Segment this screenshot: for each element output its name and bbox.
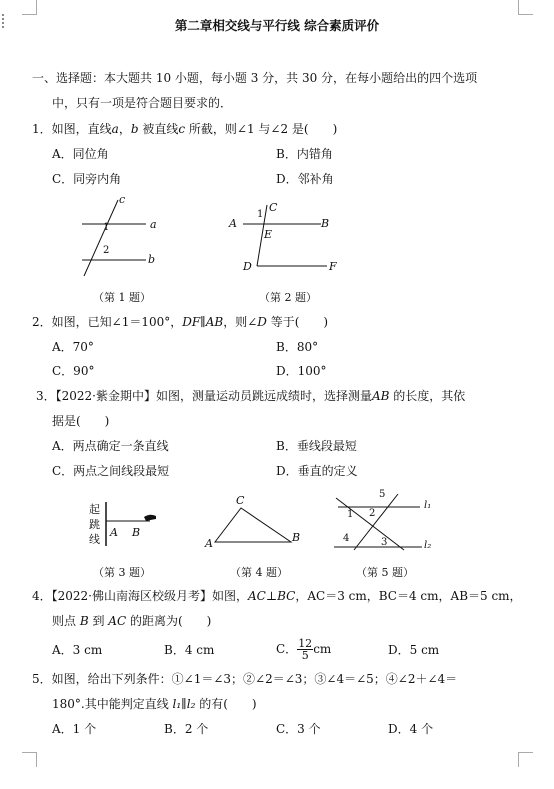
- fig5-label-4: 4: [343, 533, 350, 544]
- fig1-label-2: 2: [103, 245, 110, 256]
- fig4-label-b: B: [292, 531, 301, 544]
- q3-stem-line1: 3．【2022·紫金期中】如图，测量运动员跳远成绩时，选择测量AB 的长度，其依: [36, 389, 466, 403]
- fraction-twelve-fifths: $\frac{12}{5}$: [298, 637, 313, 662]
- fig4-label-c: C: [236, 494, 245, 507]
- fig5-label-3: 3: [381, 537, 388, 548]
- fig2-label-c: C: [269, 201, 278, 214]
- fig2-label-1: 1: [257, 209, 264, 220]
- figure-4: [205, 495, 305, 555]
- fig1-label-b: b: [148, 253, 156, 266]
- fig5-label-l2: l₂: [424, 540, 432, 551]
- q4-stem-line2: 则点 B 到 AC 的距离为( ): [52, 614, 212, 628]
- transversal-1: [354, 494, 398, 550]
- q2-stem: 2．如图，已知∠1＝100°，DF∥AB，则∠D 等于( ): [32, 315, 329, 329]
- figure-3: [100, 500, 165, 550]
- section-heading-line1: 一、选择题：本大题共 10 小题，每小题 3 分，共 30 分，在每小题给出的四个选项: [32, 71, 478, 85]
- fig4-caption: （第 4 题）: [230, 566, 288, 579]
- q3-option-d[interactable]: D．垂直的定义: [276, 464, 358, 478]
- q3-option-c[interactable]: C．两点之间线段最短: [52, 464, 170, 478]
- q5-option-b[interactable]: B．2 个: [164, 722, 209, 736]
- line-c: [84, 200, 118, 276]
- footprint-shape: [144, 515, 156, 521]
- fig2-label-f: F: [329, 260, 337, 273]
- page-title: 第二章相交线与平行线 综合素质评价: [174, 18, 380, 33]
- q1-option-c[interactable]: C．同旁内角: [52, 172, 122, 186]
- fig5-label-5: 5: [379, 489, 386, 500]
- q1-option-a[interactable]: A．同位角: [52, 147, 109, 161]
- fig5-label-2: 2: [369, 508, 376, 519]
- q4-stem-line1: 4．【2022·佛山南海区校级月考】如图，AC⊥BC，AC＝3 cm，BC＝4 cm，AB＝5 cm，: [32, 589, 522, 603]
- q1-stem: 1．如图，直线a，b 被直线c 所截，则∠1 与∠2 是( ): [32, 122, 338, 136]
- fig1-label-a: a: [150, 218, 157, 231]
- q5-option-c[interactable]: C．3 个: [276, 722, 321, 736]
- q5-stem-line1: 5．如图，给出下列条件：①∠1＝∠3；②∠2＝∠3；③∠4＝∠5；④∠2＋∠4＝: [32, 672, 458, 686]
- q4-option-d[interactable]: D．5 cm: [388, 643, 440, 657]
- q4-option-a[interactable]: A．3 cm: [52, 643, 103, 657]
- fig3-label-a: A: [110, 526, 118, 539]
- q5-stem-line2: 180°.其中能判定直线 l₁∥l₂ 的有( ): [52, 697, 257, 711]
- q2-option-b[interactable]: B．80°: [276, 340, 319, 354]
- fig4-label-a: A: [205, 537, 213, 550]
- fig3-jump-line-char2: 跳: [89, 518, 100, 531]
- corner-mark-bottom-right: [518, 752, 533, 767]
- q5-option-d[interactable]: D．4 个: [388, 722, 434, 736]
- corner-mark-bottom-left: [22, 752, 37, 767]
- triangle-abc: [215, 508, 291, 542]
- q3-option-b[interactable]: B．垂线段最短: [276, 439, 357, 453]
- q5-option-a[interactable]: A．1 个: [52, 722, 97, 736]
- fig2-label-d: D: [243, 260, 252, 273]
- fig5-caption: （第 5 题）: [356, 566, 414, 579]
- fig3-label-b: B: [132, 526, 141, 539]
- q1-option-b[interactable]: B．内错角: [276, 147, 333, 161]
- fig1-label-1: 1: [103, 222, 110, 233]
- q2-option-a[interactable]: A．70°: [52, 340, 94, 354]
- fig2-label-a: A: [229, 217, 237, 230]
- fig3-jump-line-char3: 线: [89, 533, 100, 546]
- fig5-label-1: 1: [347, 509, 354, 520]
- fig3-jump-line-char1: 起: [89, 503, 100, 516]
- fig5-label-l1: l₁: [424, 500, 432, 511]
- q4-option-b[interactable]: B．4 cm: [164, 643, 215, 657]
- fig2-label-b: B: [321, 217, 330, 230]
- q4-option-c[interactable]: C． $\frac{12}{5}$ cm: [276, 637, 332, 662]
- fig2-caption: （第 2 题）: [259, 291, 317, 304]
- q3-stem-line2: 据是( ): [52, 414, 110, 428]
- corner-mark-top-right: [518, 0, 533, 15]
- q1-option-d[interactable]: D．邻补角: [276, 172, 334, 186]
- fig3-caption: （第 3 题）: [93, 566, 151, 579]
- q3-option-a[interactable]: A．两点确定一条直线: [52, 439, 169, 453]
- fig1-label-c: c: [119, 193, 126, 206]
- q2-option-c[interactable]: C．90°: [52, 364, 95, 378]
- fig1-caption: （第 1 题）: [93, 291, 151, 304]
- corner-mark-top-left: [22, 0, 37, 15]
- fig2-label-e: E: [264, 228, 273, 241]
- q2-option-d[interactable]: D．100°: [276, 364, 327, 378]
- section-heading-line2: 中，只有一项是符合题目要求的．: [52, 96, 233, 110]
